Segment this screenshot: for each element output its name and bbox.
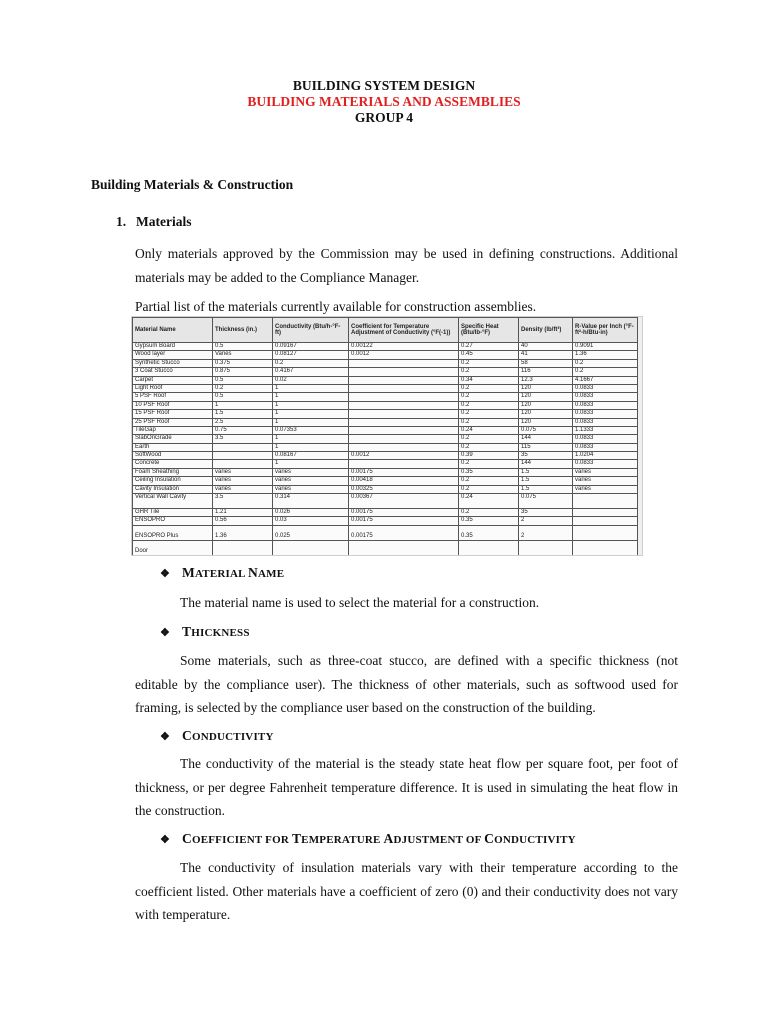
table-row [133, 343, 638, 351]
table-cell: 0.2 [213, 384, 273, 392]
table-cell: 1.36 [573, 351, 638, 359]
table-cell [349, 368, 459, 376]
doc-subtitle: BUILDING MATERIALS AND ASSEMBLIES [247, 94, 521, 109]
table-cell: 1 [273, 410, 349, 418]
table-cell: SoftWood [133, 452, 213, 460]
table-header-cell: Density (lb/ft³) [519, 318, 573, 343]
table-cell: 0.026 [273, 509, 349, 517]
item-title: Materials [136, 214, 192, 229]
table-header-cell: Specific Heat (Btu/lb-°F) [459, 318, 519, 343]
table-cell: 120 [519, 418, 573, 426]
table-row [133, 517, 638, 525]
item-heading [116, 214, 191, 230]
table-cell: 1 [273, 460, 349, 468]
table-header-cell: R-Value per Inch (°F-ft²-h/Btu-in) [573, 318, 638, 343]
table-cell: 0.00175 [349, 525, 459, 540]
table-row [133, 485, 638, 493]
table-cell: Cavity Insulation [133, 485, 213, 493]
table-cell: 1.36 [213, 525, 273, 540]
table-row [133, 359, 638, 367]
diamond-bullet-icon: ❖ [160, 627, 171, 639]
table-header-row [133, 318, 638, 343]
table-cell: 2 [519, 517, 573, 525]
table-cell [573, 509, 638, 517]
table-row [133, 525, 638, 540]
table-cell: 0.24 [459, 426, 519, 434]
item-number: 1. [116, 214, 127, 229]
table-cell [349, 384, 459, 392]
table-cell: 0.2 [459, 410, 519, 418]
table-cell [349, 376, 459, 384]
table-cell [349, 435, 459, 443]
table-header-cell: Conductivity (Btu/h-°F-ft) [273, 318, 349, 343]
bullet-text: Some materials, such as three-coat stucco, are defined with a specific thickness (not editable by the compliance user). The thickness of other materials, such as softwood used for framing, is selected by the compliance user based on the construction of the building. [135, 653, 678, 715]
table-cell: 0.0833 [573, 384, 638, 392]
table-cell: 0.2 [273, 359, 349, 367]
table-cell: 15 PSF Roof [133, 410, 213, 418]
table-cell: 0.45 [459, 351, 519, 359]
table-cell: varies [273, 485, 349, 493]
table-cell: 0.08127 [273, 351, 349, 359]
table-row [133, 494, 638, 509]
doc-group: GROUP 4 [354, 110, 414, 125]
table-cell: 0.2 [459, 393, 519, 401]
table-cell: varies [213, 468, 273, 476]
table-cell: 1.5 [519, 485, 573, 493]
diamond-bullet-icon: ❖ [160, 834, 171, 846]
table-cell: 0.5 [213, 343, 273, 351]
table-cell: 1 [273, 443, 349, 451]
table-cell: 1 [213, 401, 273, 409]
table-row [133, 351, 638, 359]
table-cell: 0.2 [459, 368, 519, 376]
table-cell: 3.5 [213, 494, 273, 509]
table-cell: ENSOPRO [133, 517, 213, 525]
table-cell: varies [213, 485, 273, 493]
diamond-bullet-icon: ❖ [160, 568, 171, 580]
table-cell: 0.07353 [273, 426, 349, 434]
table-cell: 2.5 [213, 418, 273, 426]
bullet-paragraph [135, 649, 678, 720]
table-row [133, 426, 638, 434]
table-cell: 10 PSF Roof [133, 401, 213, 409]
table-cell: 3 Coat Stucco [133, 368, 213, 376]
table-row [133, 509, 638, 517]
table-cell: 41 [519, 351, 573, 359]
table-cell: 144 [519, 460, 573, 468]
table-cell: 0.2 [459, 359, 519, 367]
table-cell: 0.39 [459, 452, 519, 460]
table-cell: 0.35 [459, 468, 519, 476]
table-cell: 2 [519, 525, 573, 540]
table-cell: 0.00175 [349, 517, 459, 525]
table-cell: varies [213, 477, 273, 485]
table-cell [349, 393, 459, 401]
partial-list-caption: Partial list of the materials currently available for construction assemblies. [135, 299, 537, 314]
table-cell: 0.08167 [273, 452, 349, 460]
table-cell: 0.2 [573, 368, 638, 376]
table-cell: 144 [519, 435, 573, 443]
table-cell: Vertical Wall Cavity [133, 494, 213, 509]
table-cell: Foam Sheathing [133, 468, 213, 476]
table-cell: 0.0833 [573, 410, 638, 418]
table-row [133, 443, 638, 451]
bullet-paragraph [135, 591, 678, 615]
table-cell: 116 [519, 368, 573, 376]
table-cell: 1.1333 [573, 426, 638, 434]
table-cell [573, 540, 638, 555]
table-cell: Earth [133, 443, 213, 451]
table-cell: 1 [273, 418, 349, 426]
bullet-heading [160, 565, 284, 581]
bullet-paragraph [135, 856, 678, 927]
table-cell: 0.5 [213, 393, 273, 401]
table-cell: 0.00367 [349, 494, 459, 509]
bullet-text: The conductivity of the material is the steady state heat flow per square foot, per foot of thickness, or per degree Fahrenheit temperature difference. It is used in simulating the heat flow in the construction. [135, 756, 678, 818]
table-header-cell: Material Name [133, 318, 213, 343]
table-cell [349, 460, 459, 468]
table-cell [213, 540, 273, 555]
table-cell: 0.0012 [349, 351, 459, 359]
table-cell: 25 PSF Roof [133, 418, 213, 426]
table-cell: 0.0833 [573, 443, 638, 451]
table-row [133, 368, 638, 376]
table-cell: 0.75 [213, 426, 273, 434]
table-row [133, 468, 638, 476]
table-cell: 0.075 [519, 494, 573, 509]
table-cell: 5 PSF Roof [133, 393, 213, 401]
table-cell: 0.025 [273, 525, 349, 540]
table-cell: 120 [519, 410, 573, 418]
table-row [133, 540, 638, 555]
table-cell: Light Roof [133, 384, 213, 392]
table-cell: varies [573, 477, 638, 485]
table-cell [573, 517, 638, 525]
table-cell: 0.2 [459, 509, 519, 517]
table-cell: 0.314 [273, 494, 349, 509]
table-cell: 12.3 [519, 376, 573, 384]
table-cell: SlabOnGrade [133, 435, 213, 443]
table-cell: 0.2 [459, 418, 519, 426]
table-cell: 0.24 [459, 494, 519, 509]
bullet-label: THICKNESS [182, 624, 250, 639]
table-cell: 0.56 [213, 517, 273, 525]
table-cell: 120 [519, 384, 573, 392]
bullet-label: COEFFICIENT FOR TEMPERATURE ADJUSTMENT OF CONDUCTIVITY [182, 831, 576, 846]
table-cell: 0.075 [519, 426, 573, 434]
title-block [0, 78, 768, 126]
table-row [133, 477, 638, 485]
table-cell [213, 443, 273, 451]
bullet-text: The conductivity of insulation materials vary with their temperature according to the coefficient listed. Other materials have a coefficient of zero (0) and their conductivity does not vary with temperature. [135, 860, 678, 922]
table-cell: Varies [213, 351, 273, 359]
table-cell: 0.00122 [349, 343, 459, 351]
table-cell: 0.2 [459, 460, 519, 468]
table-cell: 35 [519, 452, 573, 460]
table-cell: 0.2 [459, 485, 519, 493]
table-cell: 1.5 [519, 468, 573, 476]
table-cell: 1.5 [519, 477, 573, 485]
table-cell: 0.35 [459, 517, 519, 525]
table-cell [213, 460, 273, 468]
table-cell: 1 [273, 393, 349, 401]
table-cell: 58 [519, 359, 573, 367]
table-row [133, 393, 638, 401]
table-cell: 120 [519, 393, 573, 401]
table-cell: 0.0833 [573, 435, 638, 443]
bullet-label: MATERIAL NAME [182, 565, 285, 580]
table-cell: 0.0833 [573, 418, 638, 426]
table-cell: Synthetic Stucco [133, 359, 213, 367]
table-cell: Wood layer [133, 351, 213, 359]
table-cell: 0.27 [459, 343, 519, 351]
table-cell: 0.00175 [349, 509, 459, 517]
table-cell [573, 525, 638, 540]
table-cell: 3.5 [213, 435, 273, 443]
table-cell: 0.02 [273, 376, 349, 384]
table-row [133, 418, 638, 426]
bullet-paragraph [135, 752, 678, 823]
bullet-heading [160, 728, 274, 744]
table-cell [273, 540, 349, 555]
table-cell: varies [573, 468, 638, 476]
table-cell: 0.2 [459, 443, 519, 451]
table-cell: 0.00325 [349, 485, 459, 493]
table-cell: GHR Tile [133, 509, 213, 517]
table-header-cell: Coefficient for Temperature Adjustment of Conductivity (°F(-1)) [349, 318, 459, 343]
table-header-cell: Thickness (in.) [213, 318, 273, 343]
table-row [133, 460, 638, 468]
table-cell: varies [273, 477, 349, 485]
table-cell: TileGap [133, 426, 213, 434]
table-cell [459, 540, 519, 555]
section-heading: Building Materials & Construction [91, 177, 294, 192]
table-row [133, 452, 638, 460]
table-cell: 0.9091 [573, 343, 638, 351]
table-cell [349, 401, 459, 409]
table-cell [349, 359, 459, 367]
table-cell: 1 [273, 384, 349, 392]
table-cell: varies [573, 485, 638, 493]
table-cell [349, 418, 459, 426]
intro-paragraph: Only materials approved by the Commission may be used in defining constructions. Additional materials may be added to the Compliance Manager. [135, 246, 678, 285]
table-cell [519, 540, 573, 555]
table-cell: 0.2 [459, 384, 519, 392]
materials-table-image [131, 316, 643, 556]
table-cell: 0.09167 [273, 343, 349, 351]
table-cell: 0.0833 [573, 393, 638, 401]
doc-title: BUILDING SYSTEM DESIGN [292, 78, 476, 93]
table-cell: 0.0012 [349, 452, 459, 460]
table-cell: Carpet [133, 376, 213, 384]
table-cell: 0.34 [459, 376, 519, 384]
table-cell: 0.0833 [573, 460, 638, 468]
table-cell: 40 [519, 343, 573, 351]
table-cell: 120 [519, 401, 573, 409]
table-cell: 0.4167 [273, 368, 349, 376]
table-cell: 1.0204 [573, 452, 638, 460]
table-cell: 4.1667 [573, 376, 638, 384]
table-cell: 0.0833 [573, 401, 638, 409]
table-cell: 0.375 [213, 359, 273, 367]
table-cell: 0.03 [273, 517, 349, 525]
bullet-heading [160, 624, 250, 640]
table-row [133, 435, 638, 443]
table-cell [349, 443, 459, 451]
table-cell [349, 540, 459, 555]
table-cell: 0.2 [459, 435, 519, 443]
table-cell: 0.35 [459, 525, 519, 540]
bullet-label: CONDUCTIVITY [182, 728, 274, 743]
table-cell: 0.2 [459, 477, 519, 485]
table-cell: varies [273, 468, 349, 476]
table-cell: 0.2 [459, 401, 519, 409]
bullet-text: The material name is used to select the material for a construction. [180, 595, 540, 610]
diamond-bullet-icon: ❖ [160, 731, 171, 743]
table-cell: 0.00418 [349, 477, 459, 485]
table-cell [213, 452, 273, 460]
table-cell: 0.00175 [349, 468, 459, 476]
table-cell: 1.21 [213, 509, 273, 517]
table-cell [349, 426, 459, 434]
bullet-heading [160, 831, 576, 847]
table-cell: 0.5 [213, 376, 273, 384]
table-cell: 35 [519, 509, 573, 517]
table-cell: 0.2 [573, 359, 638, 367]
table-row [133, 410, 638, 418]
table-cell: 115 [519, 443, 573, 451]
table-cell: Door [133, 540, 213, 555]
table-row [133, 384, 638, 392]
materials-table [132, 317, 638, 556]
table-cell [349, 410, 459, 418]
table-cell: 1.5 [213, 410, 273, 418]
table-row [133, 401, 638, 409]
table-cell: ENSOPRO Plus [133, 525, 213, 540]
table-cell [573, 494, 638, 509]
table-cell: 0.875 [213, 368, 273, 376]
table-cell: Concrete [133, 460, 213, 468]
table-cell: Gypsum Board [133, 343, 213, 351]
table-cell: 1 [273, 401, 349, 409]
table-row [133, 376, 638, 384]
table-cell: 1 [273, 435, 349, 443]
table-cell: Ceiling Insulation [133, 477, 213, 485]
